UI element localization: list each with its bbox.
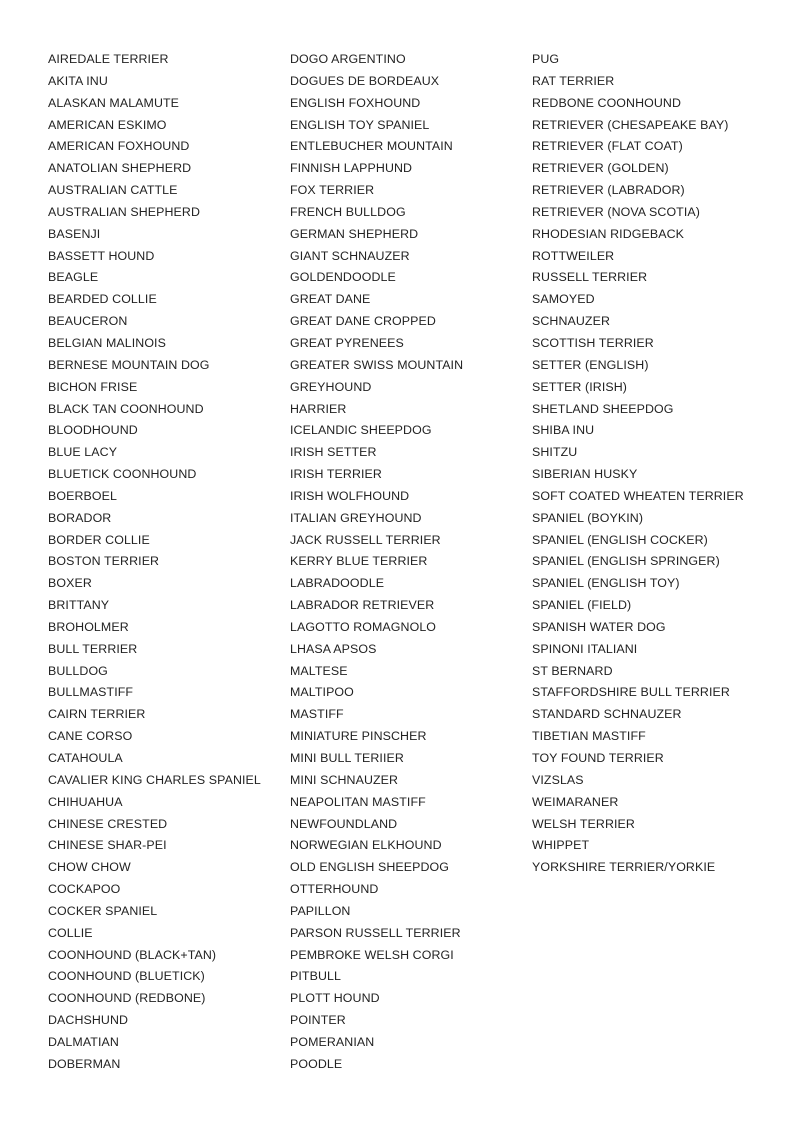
breed-name: KERRY BLUE TERRIER [290, 554, 428, 569]
breed-name: COLLIE [48, 925, 93, 940]
breed-name: RAT TERRIER [532, 73, 615, 88]
breed-name: CATAHOULA [48, 751, 123, 765]
breed-name: BULL TERRIER [48, 641, 138, 656]
breed-name: ST BERNARD [532, 663, 613, 678]
breed-name: FRENCH BULLDOG [290, 204, 406, 219]
breed-name: CHIHUAHUA [48, 794, 123, 809]
breed-name: IRISH TERRIER [290, 467, 382, 482]
breed-name: WHIPPET [532, 838, 590, 853]
breed-name: COONHOUND (REDBONE) [48, 991, 206, 1006]
breed-name: WEIMARANER [532, 794, 619, 809]
breed-name: BEARDED COLLIE [48, 292, 157, 307]
breed-name: DACHSHUND [48, 1013, 129, 1028]
breed-name: SHETLAND SHEEPDOG [532, 401, 674, 416]
breed-name: PLOTT HOUND [290, 991, 380, 1006]
breed-name: FINNISH LAPPHUND [290, 161, 413, 176]
breed-name: GREAT PYRENEES [290, 335, 404, 350]
breed-name: DOGO ARGENTINO [290, 52, 406, 66]
breed-name: AMERICAN ESKIMO [48, 117, 167, 132]
breed-name: NEAPOLITAN MASTIFF [290, 794, 426, 809]
breed-name: BLUETICK COONHOUND [48, 467, 197, 482]
breed-name: RETRIEVER (GOLDEN) [532, 161, 669, 176]
breed-name: LABRADOR RETRIEVER [290, 598, 435, 613]
breed-column-1 [48, 49, 278, 1076]
breed-name: PUG [532, 52, 560, 66]
breed-name: GREAT DANE [290, 292, 371, 307]
breed-name: SPANISH WATER DOG [532, 619, 666, 634]
breed-name: ENGLISH TOY SPANIEL [290, 117, 430, 132]
breed-column-2 [290, 49, 520, 1076]
breed-name: SOFT COATED WHEATEN TERRIER [532, 488, 744, 503]
breed-name: BLUE LACY [48, 445, 118, 460]
breed-name: POINTER [290, 1013, 346, 1028]
breed-name: BORDER COLLIE [48, 532, 150, 547]
breed-name: BROHOLMER [48, 619, 129, 634]
breed-name: SETTER (IRISH) [532, 379, 628, 394]
breed-name: HARRIER [290, 401, 347, 416]
breed-name: COONHOUND (BLACK+TAN) [48, 947, 217, 962]
breed-name: IRISH WOLFHOUND [290, 488, 410, 503]
breed-name: PITBULL [290, 969, 341, 984]
breed-name: SETTER (ENGLISH) [532, 357, 649, 372]
breed-name: MINIATURE PINSCHER [290, 729, 427, 744]
breed-name: AMERICAN FOXHOUND [48, 139, 190, 154]
breed-name: ENTLEBUCHER MOUNTAIN [290, 139, 453, 154]
breed-name: CHOW CHOW [48, 860, 131, 875]
breed-name: SPANIEL (ENGLISH COCKER) [532, 532, 708, 547]
breed-name: DALMATIAN [48, 1034, 119, 1049]
breed-name: ANATOLIAN SHEPHERD [48, 161, 192, 176]
breed-name: TOY FOUND TERRIER [532, 751, 664, 765]
breed-name: GREYHOUND [290, 379, 372, 394]
breed-name: RETRIEVER (FLAT COAT) [532, 139, 683, 154]
breed-name: SPANIEL (BOYKIN) [532, 510, 644, 525]
breed-name: PEMBROKE WELSH CORGI [290, 947, 454, 962]
breed-name: ALASKAN MALAMUTE [48, 95, 180, 110]
breed-name: POODLE [290, 1056, 343, 1071]
breed-name: GERMAN SHEPHERD [290, 226, 419, 241]
breed-name: MINI BULL TERIIER [290, 751, 404, 765]
breed-name: BLACK TAN COONHOUND [48, 401, 204, 416]
breed-name: RUSSELL TERRIER [532, 270, 648, 285]
breed-name: SCHNAUZER [532, 314, 611, 329]
breed-name: BASENJI [48, 226, 101, 241]
breed-name: SCOTTISH TERRIER [532, 335, 654, 350]
breed-name: GIANT SCHNAUZER [290, 248, 410, 263]
breed-name: GREATER SWISS MOUNTAIN [290, 357, 464, 372]
breed-name: CHINESE SHAR-PEI [48, 838, 167, 853]
breed-name: ROTTWEILER [532, 248, 615, 263]
breed-name: SIBERIAN HUSKY [532, 467, 638, 482]
breed-name: GREAT DANE CROPPED [290, 314, 436, 329]
breed-name: OLD ENGLISH SHEEPDOG [290, 860, 449, 875]
breed-name: BULLDOG [48, 663, 108, 678]
breed-name: LABRADOODLE [290, 576, 385, 591]
breed-name: DOGUES DE BORDEAUX [290, 73, 440, 88]
breed-name: MALTESE [290, 663, 348, 678]
breed-name: BORADOR [48, 510, 112, 525]
breed-name: POMERANIAN [290, 1034, 375, 1049]
breed-name: GOLDENDOODLE [290, 270, 396, 285]
breed-name: ITALIAN GREYHOUND [290, 510, 422, 525]
breed-name: RETRIEVER (NOVA SCOTIA) [532, 204, 700, 219]
breed-name: SPINONI ITALIANI [532, 641, 638, 656]
breed-name: SPANIEL (FIELD) [532, 598, 632, 613]
breed-name: BICHON FRISE [48, 379, 138, 394]
breed-name: COCKAPOO [48, 882, 121, 897]
breed-name: CAIRN TERRIER [48, 707, 146, 722]
breed-name: MINI SCHNAUZER [290, 772, 399, 787]
breed-name: BOXER [48, 576, 92, 591]
breed-name: TIBETIAN MASTIFF [532, 729, 646, 744]
breed-name: RHODESIAN RIDGEBACK [532, 226, 684, 241]
breed-name: JACK RUSSELL TERRIER [290, 532, 441, 547]
breed-name: FOX TERRIER [290, 183, 375, 198]
breed-name: BEAGLE [48, 270, 99, 285]
breed-name: PARSON RUSSELL TERRIER [290, 925, 461, 940]
breed-name: BELGIAN MALINOIS [48, 335, 166, 350]
breed-name: RETRIEVER (CHESAPEAKE BAY) [532, 117, 729, 132]
breed-name: LHASA APSOS [290, 641, 377, 656]
breed-name: CANE CORSO [48, 729, 133, 744]
breed-name: BEAUCERON [48, 314, 128, 329]
breed-name: SAMOYED [532, 292, 595, 307]
breed-name: OTTERHOUND [290, 882, 379, 897]
breed-name: COONHOUND (BLUETICK) [48, 969, 205, 984]
breed-name: BOERBOEL [48, 488, 117, 503]
breed-name: COCKER SPANIEL [48, 903, 158, 918]
breed-name: SPANIEL (ENGLISH SPRINGER) [532, 554, 720, 569]
breed-name: YORKSHIRE TERRIER/YORKIE [532, 860, 716, 875]
breed-name: SHITZU [532, 445, 578, 460]
breed-name: VIZSLAS [532, 772, 584, 787]
breed-name: CHINESE CRESTED [48, 816, 168, 831]
breed-name: SHIBA INU [532, 423, 595, 438]
breed-name: STANDARD SCHNAUZER [532, 707, 682, 722]
breed-name: NEWFOUNDLAND [290, 816, 398, 831]
breed-name: ICELANDIC SHEEPDOG [290, 423, 432, 438]
breed-name: RETRIEVER (LABRADOR) [532, 183, 685, 198]
breed-name: MALTIPOO [290, 685, 354, 700]
breed-name: AIREDALE TERRIER [48, 52, 169, 66]
breed-name: IRISH SETTER [290, 445, 377, 460]
breed-name: DOBERMAN [48, 1056, 121, 1071]
breed-name: BASSETT HOUND [48, 248, 155, 263]
breed-name: CAVALIER KING CHARLES SPANIEL [48, 772, 261, 787]
breed-name: ENGLISH FOXHOUND [290, 95, 421, 110]
breed-name: SPANIEL (ENGLISH TOY) [532, 576, 680, 591]
breed-name: REDBONE COONHOUND [532, 95, 682, 110]
breed-name: BLOODHOUND [48, 423, 138, 438]
breed-name: LAGOTTO ROMAGNOLO [290, 619, 437, 634]
breed-name: MASTIFF [290, 707, 344, 722]
breed-name: BULLMASTIFF [48, 685, 134, 700]
breed-name: BOSTON TERRIER [48, 554, 160, 569]
breed-name: BERNESE MOUNTAIN DOG [48, 357, 210, 372]
breed-name: AUSTRALIAN CATTLE [48, 183, 178, 198]
breed-name: BRITTANY [48, 598, 110, 613]
breed-name: PAPILLON [290, 903, 351, 918]
breed-name: STAFFORDSHIRE BULL TERRIER [532, 685, 730, 700]
breed-name: WELSH TERRIER [532, 816, 635, 831]
breed-name: AKITA INU [48, 73, 108, 88]
breed-name: NORWEGIAN ELKHOUND [290, 838, 442, 853]
breed-name: AUSTRALIAN SHEPHERD [48, 204, 200, 219]
breed-column-3 [532, 49, 782, 879]
